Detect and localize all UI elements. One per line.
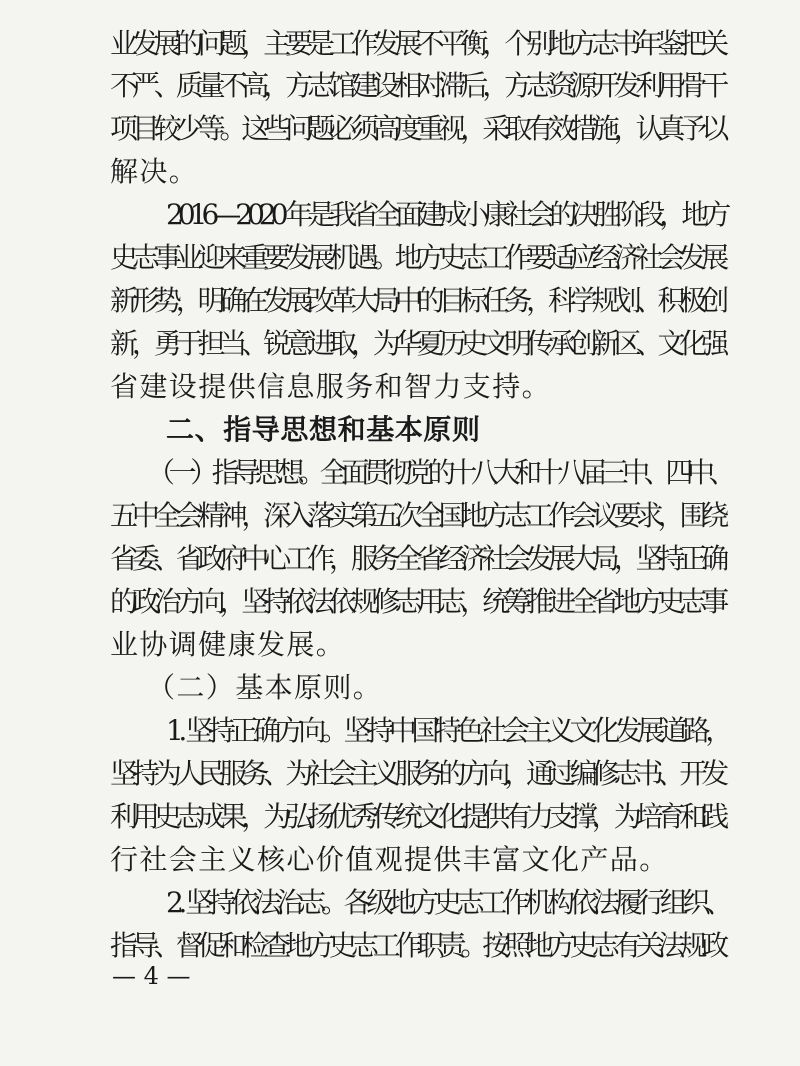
body-line [0, 494, 800, 538]
body-line [0, 322, 800, 366]
body-text: 指导、督促和检查地方史志工作职责。按照地方史志有关法规政 [110, 929, 724, 962]
body-line [0, 752, 800, 796]
body-line [0, 795, 800, 839]
body-line [0, 279, 800, 323]
body-line [0, 150, 800, 194]
body-text: 行社会主义核心价值观提供丰富文化产品。 [110, 843, 669, 876]
body-text: 坚持为人民服务、为社会主义服务的方向，通过编修志书、开发 [110, 757, 724, 790]
body-line [0, 709, 800, 753]
section-heading: 二、指导思想和基本原则 [166, 413, 481, 446]
body-text: 五中全会精神，深入落实第五次全国地方志工作会议要求，围绕 [110, 499, 724, 532]
body-text: 新形势，明确在发展改革大局中的目标任务，科学规划、积极创 [110, 284, 724, 317]
body-line [0, 537, 800, 581]
body-line [0, 580, 800, 624]
body-line [0, 107, 800, 151]
body-line [0, 451, 800, 495]
page-number: — 4 — [112, 962, 191, 990]
body-text: 省建设提供信息服务和智力支持。 [110, 370, 552, 403]
body-line [0, 236, 800, 280]
body-line [0, 365, 800, 409]
body-text: 省委、省政府中心工作，服务全省经济社会发展大局，坚持正确 [110, 542, 724, 575]
body-text: 2016—2020 年是我省全面建成小康社会的决胜阶段，地方 [166, 198, 726, 231]
body-text: 史志事业迎来重要发展机遇。地方史志工作要适应经济社会发展 [110, 241, 724, 274]
body-text: 的政治方向，坚持依法依规修志用志，统筹推进全省地方史志事 [110, 585, 724, 618]
body-line [0, 838, 800, 882]
section-heading-line [0, 408, 800, 452]
body-text: 业协调健康发展。 [110, 628, 346, 661]
body-text: 利用史志成果，为弘扬优秀传统文化提供有力支撑，为培育和践 [110, 800, 724, 833]
body-line [0, 22, 800, 66]
body-text: 2. 坚持依法治志。各级地方史志工作机构依法履行组织、 [166, 886, 728, 919]
body-line [0, 623, 800, 667]
subsection-line [0, 666, 800, 710]
body-text: 业发展的问题，主要是工作发展不平衡，个别地方志书年鉴把关 [110, 27, 724, 60]
body-line [0, 64, 800, 108]
subsection-heading: （二）基本原则。 [147, 671, 383, 704]
body-line [0, 193, 800, 237]
body-text: 项目较少等。这些问题必须高度重视，采取有效措施，认真予以 [110, 112, 724, 145]
body-text: （一）指导思想。全面贯彻党的十八大和十八届三中、四中、 [147, 456, 731, 489]
body-text: 解决。 [110, 155, 199, 188]
body-text: 新，勇于担当、锐意进取，为华夏历史文明传承创新区、文化强 [110, 327, 724, 360]
body-line [0, 881, 800, 925]
body-text: 不严、质量不高，方志馆建设相对滞后，方志资源开发利用骨干 [110, 69, 724, 102]
body-text: 1. 坚持正确方向。坚持中国特色社会主义文化发展道路， [166, 714, 728, 747]
